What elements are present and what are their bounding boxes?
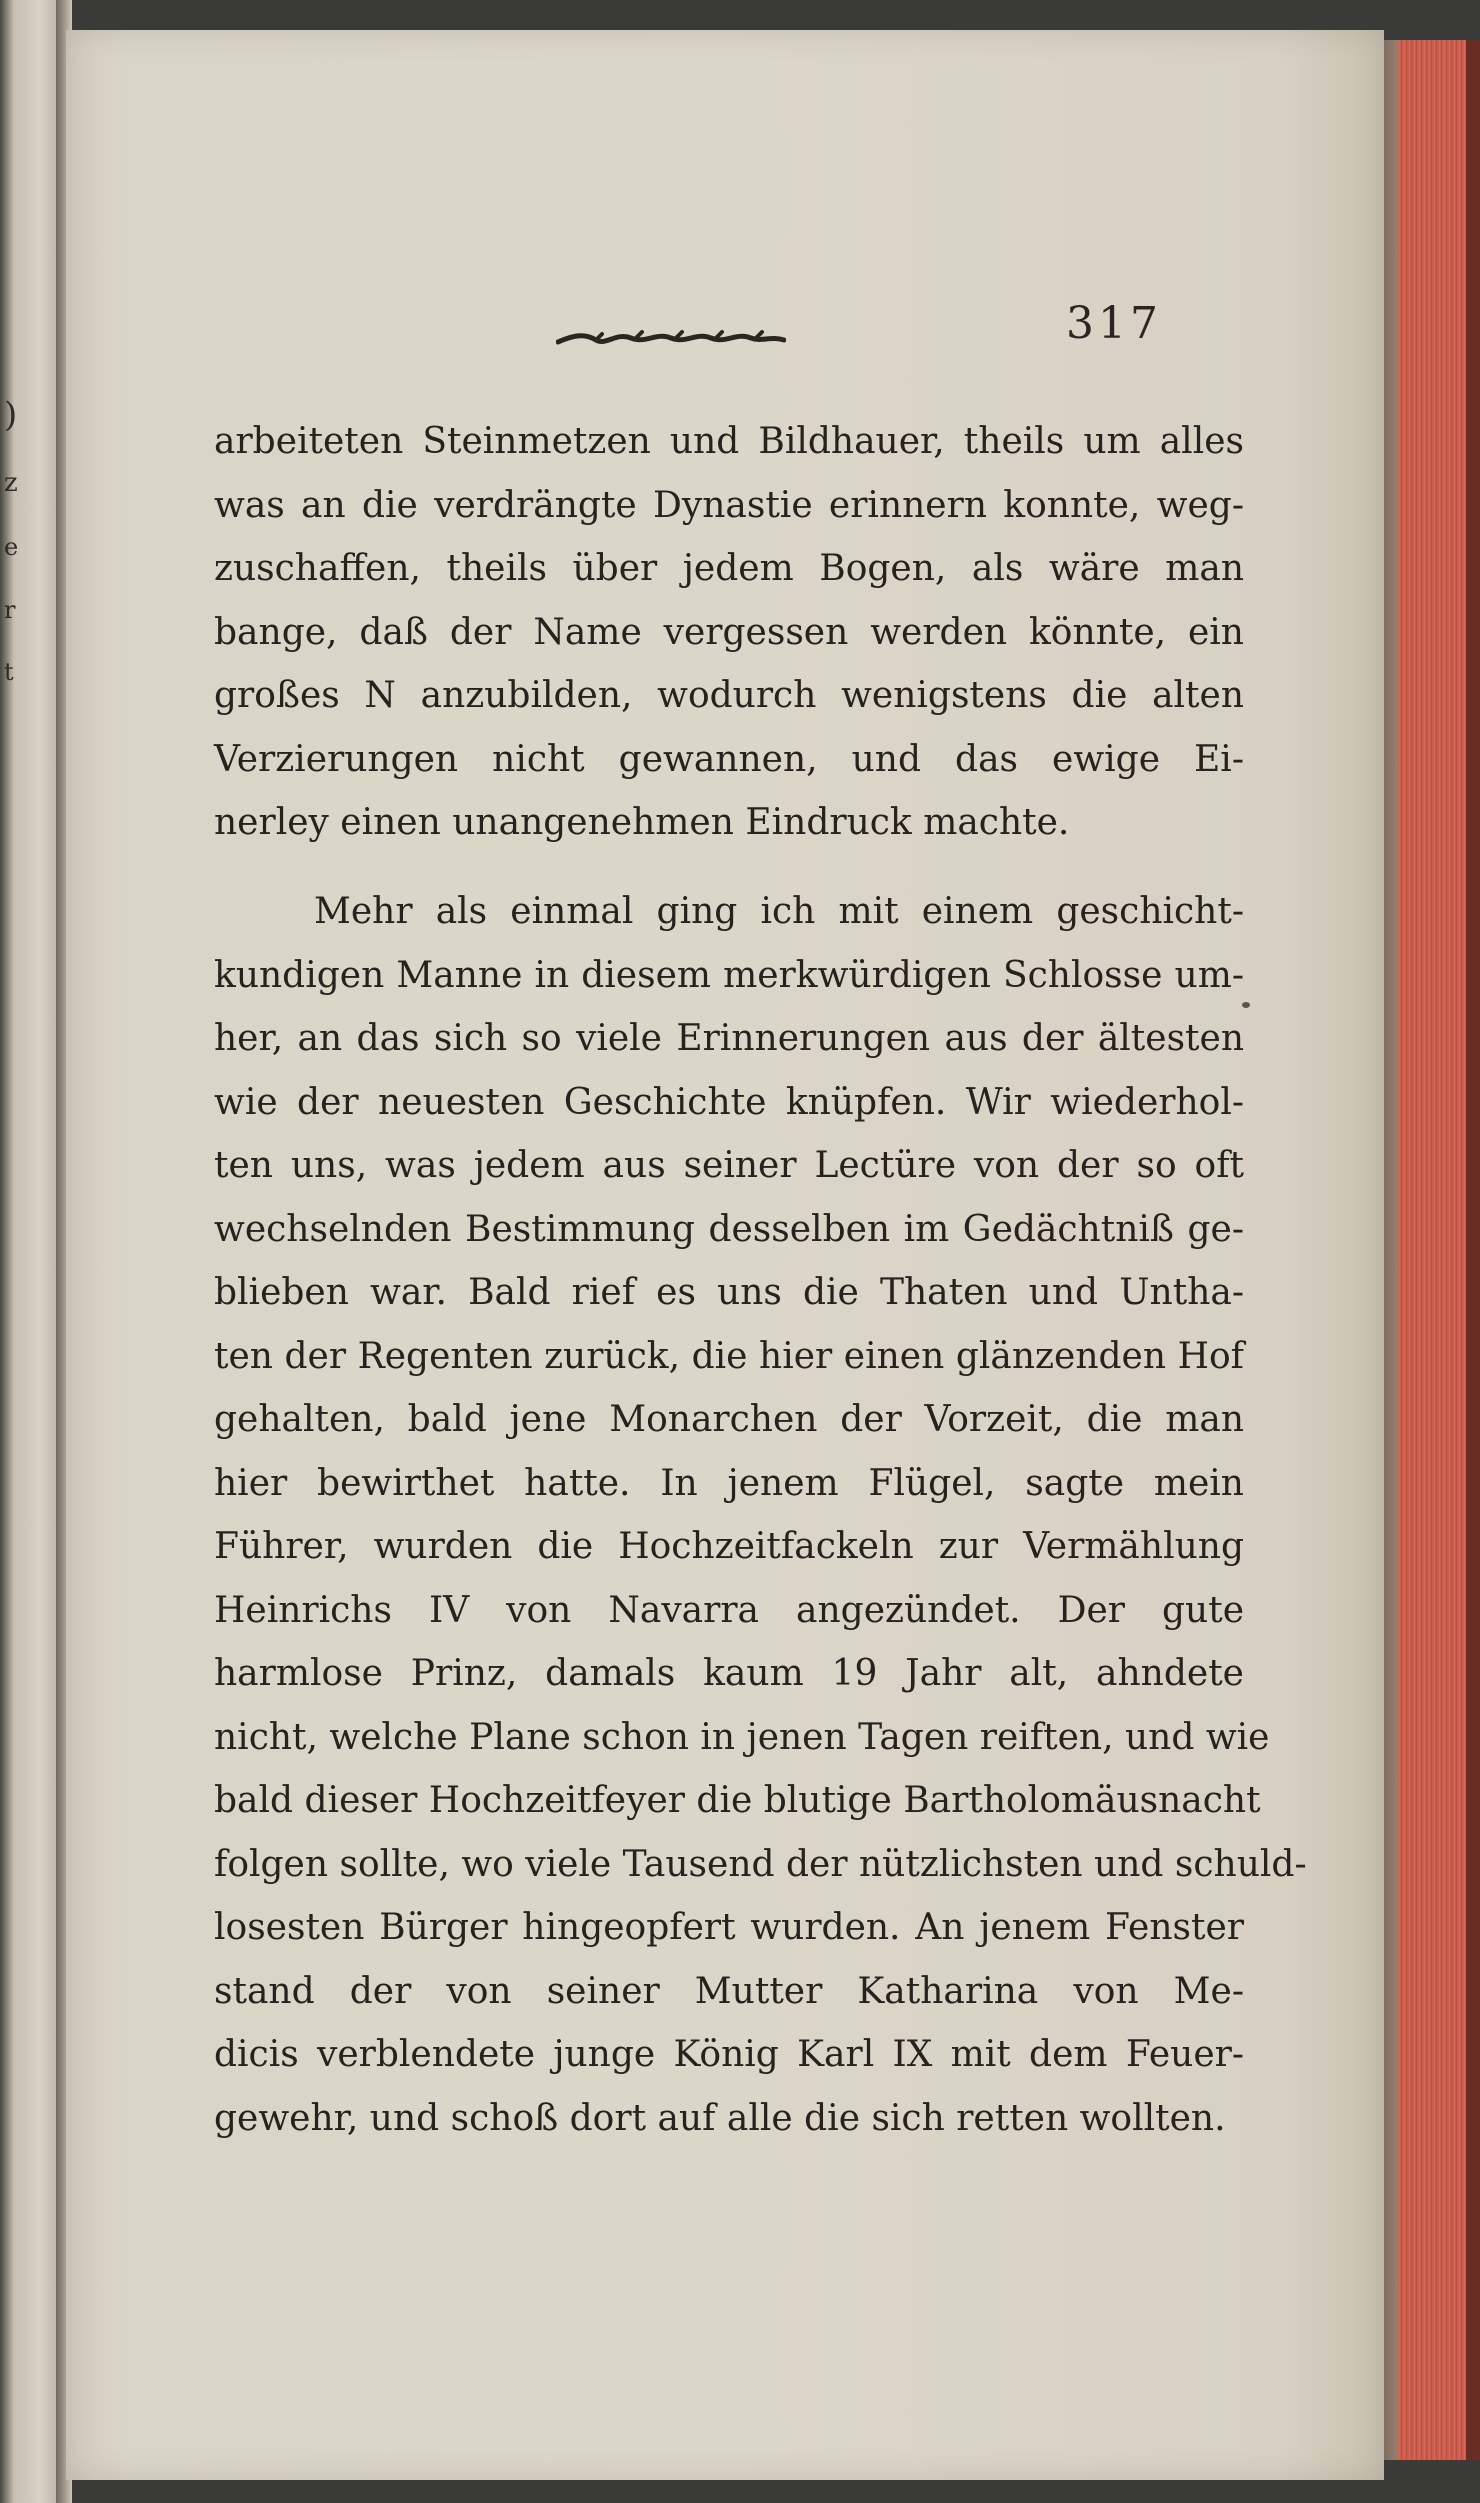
- text-line: dicis verblendete junge König Karl IX mit dem Feuer-: [214, 2034, 1244, 2075]
- text-line: zuschaffen, theils über jedem Bogen, als wäre man: [214, 548, 1244, 589]
- text-line: hier bewirthet hatte. In jenem Flügel, sagte mein: [214, 1462, 1244, 1504]
- decorative-rule-ornament: [556, 328, 786, 352]
- text-line: bange, daß der Name vergessen werden könnte, ein: [214, 611, 1244, 653]
- text-line: stand der von seiner Mutter Katharina von Me-: [214, 1970, 1244, 2012]
- previous-page-fragment: z: [4, 468, 18, 498]
- text-line: arbeiteten Steinmetzen und Bildhauer, theils um alles: [214, 421, 1244, 462]
- text-line: her, an das sich so viele Erinnerungen aus der ältesten: [214, 1018, 1244, 1059]
- previous-page-fragment: ): [4, 395, 18, 435]
- text-line: Heinrichs IV von Navarra angezündet. Der gute: [214, 1589, 1244, 1631]
- previous-page-fragment: t: [4, 658, 14, 686]
- previous-page-edge: [0, 0, 62, 2503]
- text-line: bald dieser Hochzeitfeyer die blutige Bartholomäusnacht: [214, 1780, 1261, 1821]
- text-line: nicht, welche Plane schon in jenen Tagen reiften, und wie: [214, 1716, 1270, 1758]
- paragraph-1: [214, 410, 1244, 855]
- page-header: [66, 298, 1384, 378]
- text-line: folgen sollte, wo viele Tausend der nützlichsten und schuld-: [214, 1843, 1307, 1885]
- paper-spot: [1242, 1002, 1250, 1008]
- text-line: Mehr als einmal ging ich mit einem geschicht-: [314, 891, 1244, 932]
- page-block-shadow: [1384, 40, 1398, 2460]
- text-line: kundigen Manne in diesem merkwürdigen Schlosse um-: [214, 954, 1244, 996]
- text-line: ten der Regenten zurück, die hier einen glänzenden Hof: [214, 1335, 1244, 1377]
- previous-page-fragment: e: [4, 533, 19, 561]
- red-page-edges: [1398, 40, 1468, 2460]
- text-line: blieben war. Bald rief es uns die Thaten und Untha-: [214, 1272, 1244, 1313]
- text-line: gehalten, bald jene Monarchen der Vorzeit, die man: [214, 1399, 1244, 1440]
- text-line: Verzierungen nicht gewannen, und das ewige Ei-: [214, 738, 1244, 780]
- text-line: großes N anzubilden, wodurch wenigstens die alten: [214, 675, 1244, 716]
- text-line: nerley einen unangenehmen Eindruck machte.: [214, 802, 1070, 843]
- text-line: wechselnden Bestimmung desselben im Gedächtniß ge-: [214, 1208, 1244, 1250]
- text-line: ten uns, was jedem aus seiner Lectüre von der so oft: [214, 1145, 1244, 1186]
- page-number: 317: [1066, 298, 1162, 349]
- previous-page-fragment: r: [4, 596, 16, 624]
- book-page: [66, 30, 1384, 2480]
- text-line: wie der neuesten Geschichte knüpfen. Wir wiederhol-: [214, 1081, 1244, 1123]
- paragraph-2: [214, 880, 1307, 2150]
- text-line: was an die verdrängte Dynastie erinnern konnte, weg-: [214, 484, 1244, 526]
- text-line: gewehr, und schoß dort auf alle die sich retten wollten.: [214, 2097, 1226, 2139]
- text-line: Führer, wurden die Hochzeitfackeln zur Vermählung: [214, 1526, 1244, 1567]
- text-line: harmlose Prinz, damals kaum 19 Jahr alt, ahndete: [214, 1653, 1244, 1694]
- book-cover-edge: [1466, 40, 1480, 2460]
- text-line: losesten Bürger hingeopfert wurden. An jenem Fenster: [214, 1907, 1244, 1948]
